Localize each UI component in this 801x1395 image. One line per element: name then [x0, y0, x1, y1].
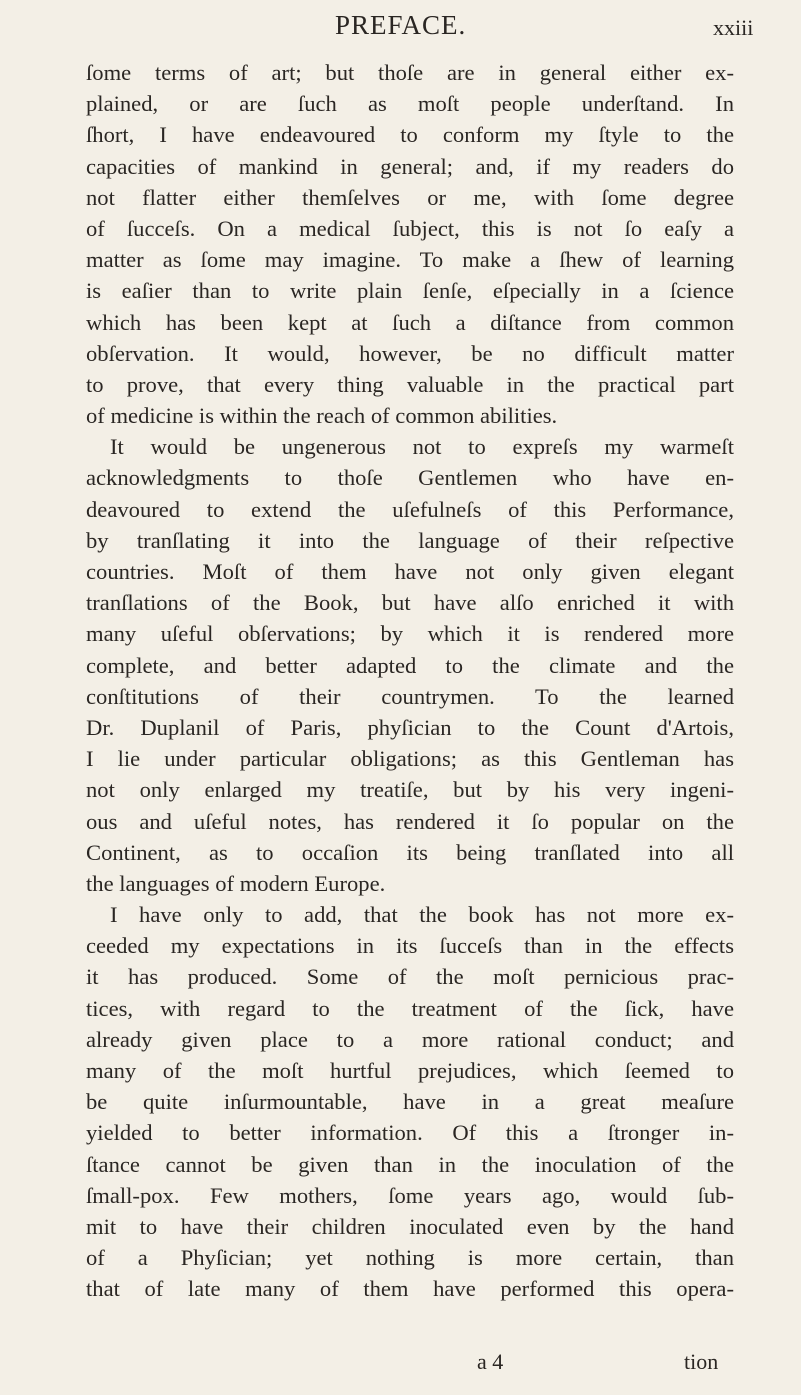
- text-line: of medicine is within the reach of common abilities.: [86, 403, 558, 429]
- text-line: to prove, that every thing valuable in the practical part: [86, 371, 734, 397]
- text-line: countries. Moſt of them have not only given elegant: [86, 559, 734, 584]
- text-line: yielded to better information. Of this a ſtronger in-: [86, 1120, 734, 1146]
- page-header: [0, 6, 801, 46]
- text-line: conſtitutions of their countrymen. To the learned: [86, 683, 734, 709]
- text-line: Dr. Duplanil of Paris, phyſician to the Count d'Artois,: [86, 714, 734, 740]
- text-line: is eaſier than to write plain ſenſe, eſpecially in a ſcience: [86, 278, 734, 304]
- page-number: xxiii: [713, 15, 754, 40]
- text-line: ſhort, I have endeavoured to conform my ſtyle to the: [86, 122, 734, 148]
- text-line: of ſucceſs. On a medical ſubject, this is not ſo eaſy a: [86, 215, 734, 241]
- text-line: be quite inſurmountable, have in a great meaſure: [86, 1089, 734, 1115]
- catchword: tion: [684, 1349, 719, 1374]
- text-line: capacities of mankind in general; and, if my readers do: [86, 153, 734, 179]
- text-line: deavoured to extend the uſefulneſs of this Performance,: [86, 496, 734, 522]
- running-title: PREFACE.: [335, 10, 467, 40]
- text-line: mit to have their children inoculated even by the hand: [86, 1213, 734, 1239]
- text-line: the languages of modern Europe.: [86, 870, 386, 896]
- text-line: acknowledgments to thoſe Gentlemen who have en-: [86, 465, 734, 491]
- text-line: by tranſlating it into the language of their reſpective: [86, 527, 734, 553]
- text-line: Continent, as to occaſion its being tranſlated into all: [86, 839, 734, 865]
- text-line: ceeded my expectations in its ſucceſs than in the effects: [86, 933, 734, 959]
- text-line: of a Phyſician; yet nothing is more certain, than: [86, 1245, 734, 1271]
- text-line: obſervation. It would, however, be no difficult matter: [86, 340, 734, 366]
- text-line: ſtance cannot be given than in the inoculation of the: [86, 1151, 734, 1177]
- text-line: I have only to add, that the book has not more ex-: [110, 902, 734, 928]
- text-line: tices, with regard to the treatment of the ſick, have: [86, 995, 734, 1021]
- text-line: not flatter either themſelves or me, with ſome degree: [86, 184, 734, 210]
- text-line: ſome terms of art; but thoſe are in general either ex-: [86, 60, 734, 85]
- text-line: It would be ungenerous not to expreſs my warmeſt: [110, 434, 734, 460]
- text-line: complete, and better adapted to the climate and the: [86, 652, 734, 678]
- text-line: matter as ſome may imagine. To make a ſhew of learning: [86, 247, 734, 273]
- text-line: already given place to a more rational conduct; and: [86, 1026, 734, 1052]
- text-line: ſmall-pox. Few mothers, ſome years ago, would ſub-: [86, 1182, 734, 1208]
- text-line: tranſlations of the Book, but have alſo enriched it with: [86, 590, 734, 616]
- body-text: [86, 57, 734, 1305]
- text-line: plained, or are ſuch as moſt people underſtand. In: [86, 91, 734, 117]
- text-line: which has been kept at ſuch a diſtance from common: [86, 309, 734, 335]
- text-line: ous and uſeful notes, has rendered it ſo popular on the: [86, 808, 734, 834]
- text-line: many of the moſt hurtful prejudices, which ſeemed to: [86, 1058, 734, 1083]
- text-line: it has produced. Some of the moſt pernicious prac-: [86, 964, 734, 990]
- page-footer: [0, 1349, 801, 1379]
- text-line: I lie under particular obligations; as this Gentleman has: [86, 746, 734, 772]
- signature-mark: a 4: [477, 1349, 504, 1374]
- text-line: many uſeful obſervations; by which it is rendered more: [86, 621, 734, 647]
- text-line: that of late many of them have performed this opera-: [86, 1276, 734, 1302]
- text-line: not only enlarged my treatiſe, but by his very ingeni-: [86, 777, 734, 803]
